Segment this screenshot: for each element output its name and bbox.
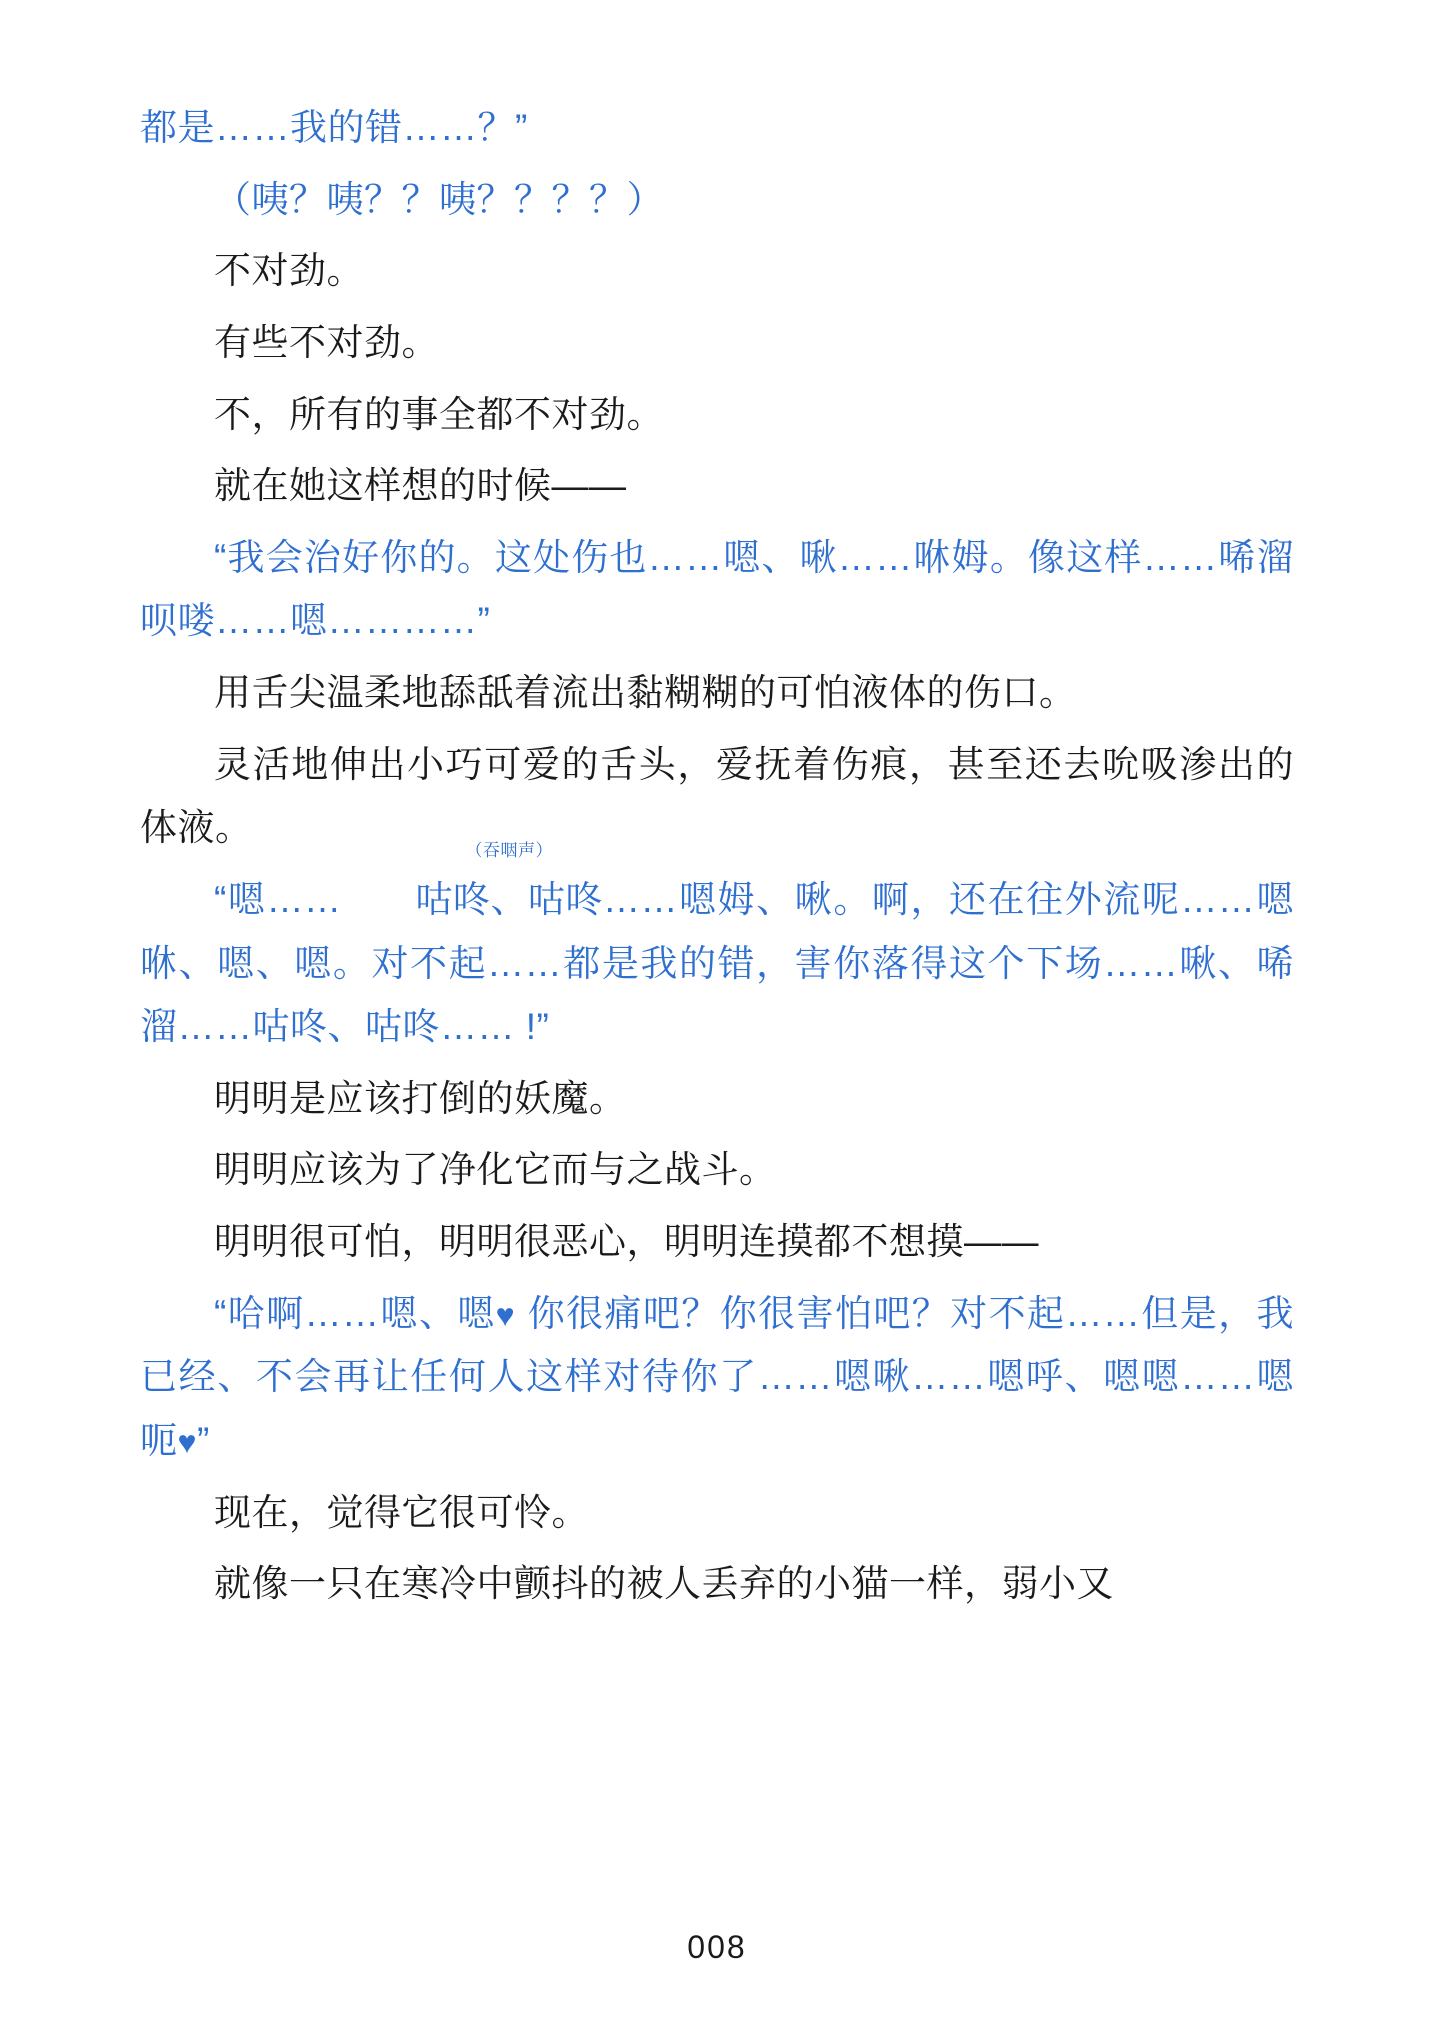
dialogue-text-before: “哈啊……嗯、嗯: [214, 1292, 496, 1334]
ruby-text: （吞咽声）: [465, 840, 553, 860]
paragraph-narration: 明明是应该打倒的妖魔。: [214, 1077, 627, 1119]
heart-icon: ♥: [177, 1423, 197, 1460]
paragraph-narration: 不，所有的事全都不对劲。: [214, 393, 664, 435]
heart-icon: ♥: [495, 1296, 517, 1333]
paragraph-dialogue: （咦？咦？？咦？？？？）: [214, 178, 664, 220]
paragraph-narration: 明明很可怕，明明很恶心，明明连摸都不想摸——: [214, 1221, 1039, 1262]
paragraph-narration: 用舌尖温柔地舔舐着流出黏糊糊的可怕液体的伤口。: [214, 672, 1077, 713]
dialogue-text-after: ……嗯姆、啾。啊，还在往外流呢……嗯咻、嗯、嗯。对不起……都是我的错，害你落得这个下场……啾、唏溜……咕咚、咕咚…… !”: [140, 878, 1295, 1048]
paragraph-narration: 不对劲。: [214, 250, 364, 292]
paragraph-dialogue: 都是……我的错……？”: [140, 107, 528, 148]
dialogue-text-after: ”: [197, 1419, 210, 1461]
ruby-annotation-group: [341, 840, 603, 932]
dialogue-text-middle: 你很痛吧？你很害怕吧？对不起……但是，我已经、不会再让任何人这样对待你了……嗯啾……嗯呼、嗯嗯……嗯呃: [140, 1292, 1295, 1461]
paragraph-narration: 就像一只在寒冷中颤抖的被人丢弃的小猫一样，弱小又: [214, 1563, 1114, 1605]
paragraph-narration: 就在她这样想的时候——: [214, 465, 627, 507]
dialogue-text-before: “嗯……: [214, 878, 342, 920]
paragraph-dialogue: “我会治好你的。这处伤也……嗯、啾……咻姆。像这样……唏溜呗喽……嗯…………”: [140, 536, 1294, 642]
paragraph-narration: 灵活地伸出小巧可爱的舌头，爱抚着伤痕，甚至还去吮吸渗出的体液。: [140, 743, 1294, 849]
paragraph-narration: 现在，觉得它很可怜。: [214, 1491, 589, 1533]
paragraph-narration: 明明应该为了净化它而与之战斗。: [214, 1149, 777, 1191]
paragraph-narration: 有些不对劲。: [214, 321, 439, 363]
paragraph-dialogue-with-ruby: [140, 840, 1295, 1059]
page-number: 008: [687, 1929, 747, 1965]
ruby-base: 咕咚、咕咚: [415, 878, 603, 920]
paragraph-dialogue-with-hearts: [140, 1282, 1294, 1473]
